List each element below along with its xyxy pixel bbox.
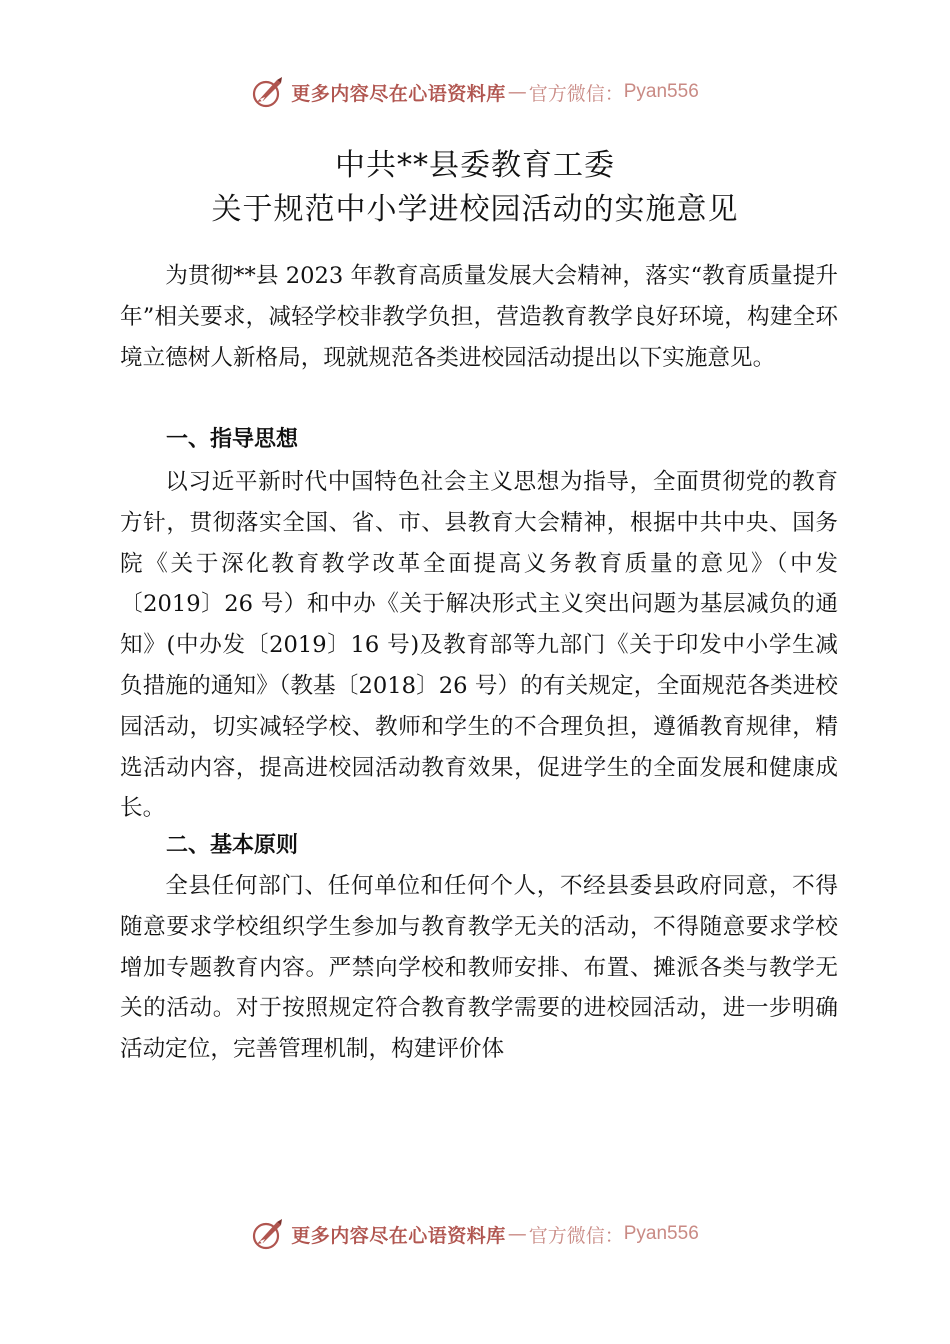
section2-paragraph: 全县任何部门、任何单位和任何个人，不经县委县政府同意，不得随意要求学校组织学生参加与教育教学无关的活动，不得随意要求学校增加专题教育内容。严禁向学校和教师安排、布置、摊派各类与教学无关的活动。对于按照规定符合教育教学需要的进校园活动，进一步明确活动定位，完善管理机制，构建评价体 — [120, 873, 838, 1063]
banner-wechat-label: 官方微信： — [528, 82, 624, 105]
header-banner — [0, 70, 950, 114]
banner-separator: — — [507, 1223, 527, 1245]
intro-paragraph: 为贯彻**县 2023 年教育高质量发展大会精神，落实“教育质量提升年”相关要求，减轻学校非教学负担，营造教育教学良好环境，构建全环境立德树人新格局，现就规范各类进校园活动提出以下实施意见。 — [120, 263, 838, 371]
banner-main-text: 更多内容尽在心语资料库 — [291, 82, 506, 105]
banner-wechat-id: Pyan556 — [623, 1223, 699, 1244]
quill-pen-logo-icon — [251, 75, 285, 109]
section2-heading: 二、基本原则 — [166, 833, 299, 858]
section1-paragraph: 以习近平新时代中国特色社会主义思想为指导，全面贯彻党的教育方针，贯彻落实全国、省、市、县教育大会精神，根据中共中央、国务院《关于深化教育教学改革全面提高义务教育质量的意见》（中发〔2019〕26 号）和中办《关于解决形式主义突出问题为基层减负的通知》(中办发〔2019〕16 号)及教育部等九部门《关于印发中小学生减负措施的通知》（教基〔2018〕26 号）的有关规定，全面规范各类进校园活动，切实减轻学校、教师和学生的不合理负担，遵循教育规律，精选活动内容，提高进校园活动教育效果，促进学生的全面发展和健康成长。 — [120, 469, 838, 822]
banner-separator: — — [507, 81, 527, 103]
quill-pen-logo-icon — [251, 1217, 285, 1251]
banner-main-text: 更多内容尽在心语资料库 — [291, 1224, 506, 1247]
document-title-line2: 关于规范中小学进校园活动的实施意见 — [211, 192, 739, 227]
footer-banner — [0, 1212, 950, 1256]
document-title-line1: 中共**县委教育工委 — [335, 148, 615, 183]
banner-wechat-id: Pyan556 — [623, 81, 699, 102]
section1-heading: 一、指导思想 — [166, 427, 299, 452]
banner-wechat-label: 官方微信： — [528, 1224, 624, 1247]
